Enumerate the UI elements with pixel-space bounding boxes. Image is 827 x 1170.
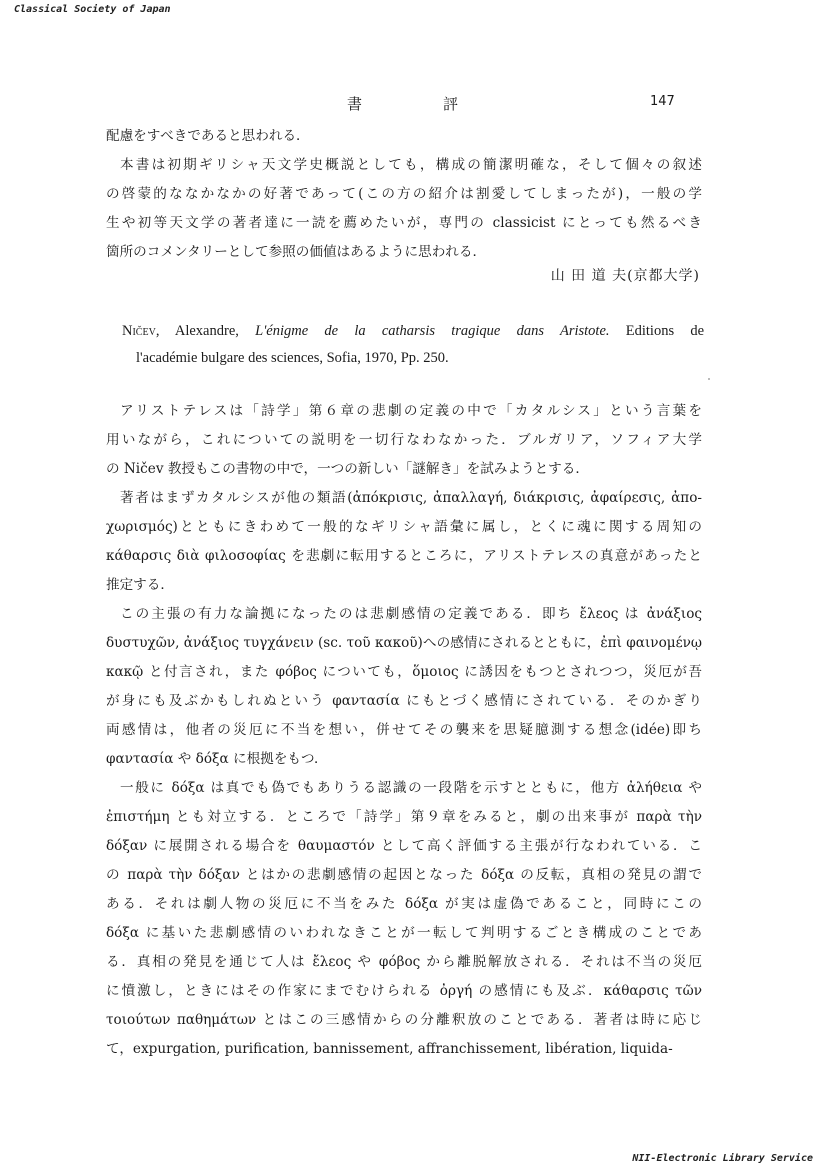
header-title-char-2: 評	[443, 95, 459, 113]
text-line: この主張の有力な論拠になったのは悲劇感情の定義である．即ち ἔλεος は ἀνάξιος	[120, 606, 702, 622]
citation-line-2: l'académie bulgare des sciences, Sofia, 1970, Pp. 250.	[136, 350, 449, 366]
text-line: アリストテレスは「詩学」第６章の悲劇の定義の中で「カタルシス」という言葉を	[120, 403, 702, 419]
citation-line-1	[122, 318, 704, 345]
text-line: χωρισμός)とともにきわめて一般的なギリシャ語彙に属し，とくに魂に関する周知の	[106, 519, 702, 535]
citation-author-given: , Alexandre,	[155, 323, 256, 339]
text-line: ある．それは劇人物の災厄に不当をみた δόξα が実は虚偽であること，同時にこの	[106, 896, 702, 912]
text-line: の Ničev 教授もこの書物の中で，一つの新しい「謎解き」を試みようとする．	[106, 461, 589, 477]
publisher-label: Classical Society of Japan	[14, 4, 171, 15]
text-line: 配慮をすべきであると思われる．	[106, 128, 310, 144]
text-line: κακῷ と付言され，また φόβος についても，ὅμοιος に誘因をもつとされつつ，災厄が吾	[106, 664, 702, 680]
reviewer-signature: 山 田 道 夫(京都大学)	[550, 268, 700, 284]
text-line: の παρὰ τὴν δόξαν とはかの悲劇感情の起因となった δόξα の反転，真相の発見の謂で	[106, 867, 702, 883]
page-number: 147	[650, 94, 675, 109]
running-header	[0, 93, 827, 113]
text-line: に憤激し，ときにはその作家にまでむけられる ὀργή の感情にも及ぶ．κάθαρσις τῶν	[106, 983, 702, 999]
text-line: τοιούτων παθημάτων とはこの三感情からの分離釈放のことである．著者は時に応じ	[106, 1012, 702, 1028]
header-title-char-1: 書	[347, 95, 363, 113]
review-body	[106, 397, 702, 1064]
text-line: ἐπιστήμη とも対立する．ところで「詩学」第９章をみると，劇の出来事が παρὰ τὴν	[106, 809, 702, 825]
text-line: 用いながら，これについての説明を一切行なわなかった．ブルガリア，ソフィア大学	[106, 432, 702, 448]
library-service-label: NII-Electronic Library Service	[632, 1153, 813, 1164]
book-citation	[122, 318, 704, 372]
scan-speck	[708, 378, 710, 380]
text-line: 生や初等天文学の著者達に一読を薦めたいが，専門の classicist にとっても然るべき	[106, 215, 702, 231]
intro-paragraph	[106, 122, 702, 267]
text-line: 箇所のコメンタリーとして参照の価値はあるように思われる．	[106, 244, 487, 260]
text-line: 著者はまずカタルシスが他の類語(ἀπόκρισις, ἀπαλλαγή, διάκρισις, ἀφαίρεσις, ἀπο-	[120, 490, 702, 506]
text-line: δυστυχῶν, ἀνάξιος τυγχάνειν (sc. τοῦ κακοῦ)への感情にされるとともに，ἐπὶ φαινομένῳ	[106, 635, 702, 651]
text-line: φαντασία や δόξα に根拠をもつ．	[106, 751, 328, 767]
text-line: κάθαρσις διὰ φιλοσοφίας を悲劇に転用するところに，アリストテレスの真意があったと	[106, 548, 702, 564]
text-line: 一般に δόξα は真でも偽でもありうる認識の一段階を示すとともに，他方 ἀλήθεια や	[120, 780, 702, 796]
text-line: が身にも及ぶかもしれぬという φαντασία にもとづく感情にされている．そのかぎり	[106, 693, 702, 709]
text-line: δόξα に基いた悲劇感情のいわれなきことが一転して判明するごとき構成のことであ	[106, 925, 702, 941]
text-line: 本書は初期ギリシャ天文学史概説としても，構成の簡潔明確な，そして個々の叙述	[120, 157, 702, 173]
citation-author-surname: Ničev	[122, 323, 156, 339]
text-line: 両感情は，他者の災厄に不当を想い，併せてその襲来を思疑臆測する想念(idée)即ち	[106, 722, 702, 738]
text-line: δόξαν に展開される場合を θαυμαστόν として高く評価する主張が行なわれている．こ	[106, 838, 702, 854]
citation-publisher-start: Editions de	[609, 323, 704, 339]
text-line: て，expurgation, purification, bannissement, affranchissement, libération, liquida-	[106, 1041, 673, 1057]
citation-book-title: L'énigme de la catharsis tragique dans Aristote.	[255, 323, 610, 339]
text-line: る．真相の発見を通じて人は ἔλεος や φόβος から離脱解放される．それは不当の災厄	[106, 954, 702, 970]
text-line: の啓蒙的ななかなかの好著であって(この方の紹介は割愛してしまったが)，一般の学	[106, 186, 702, 202]
text-line: 推定する．	[106, 577, 174, 593]
